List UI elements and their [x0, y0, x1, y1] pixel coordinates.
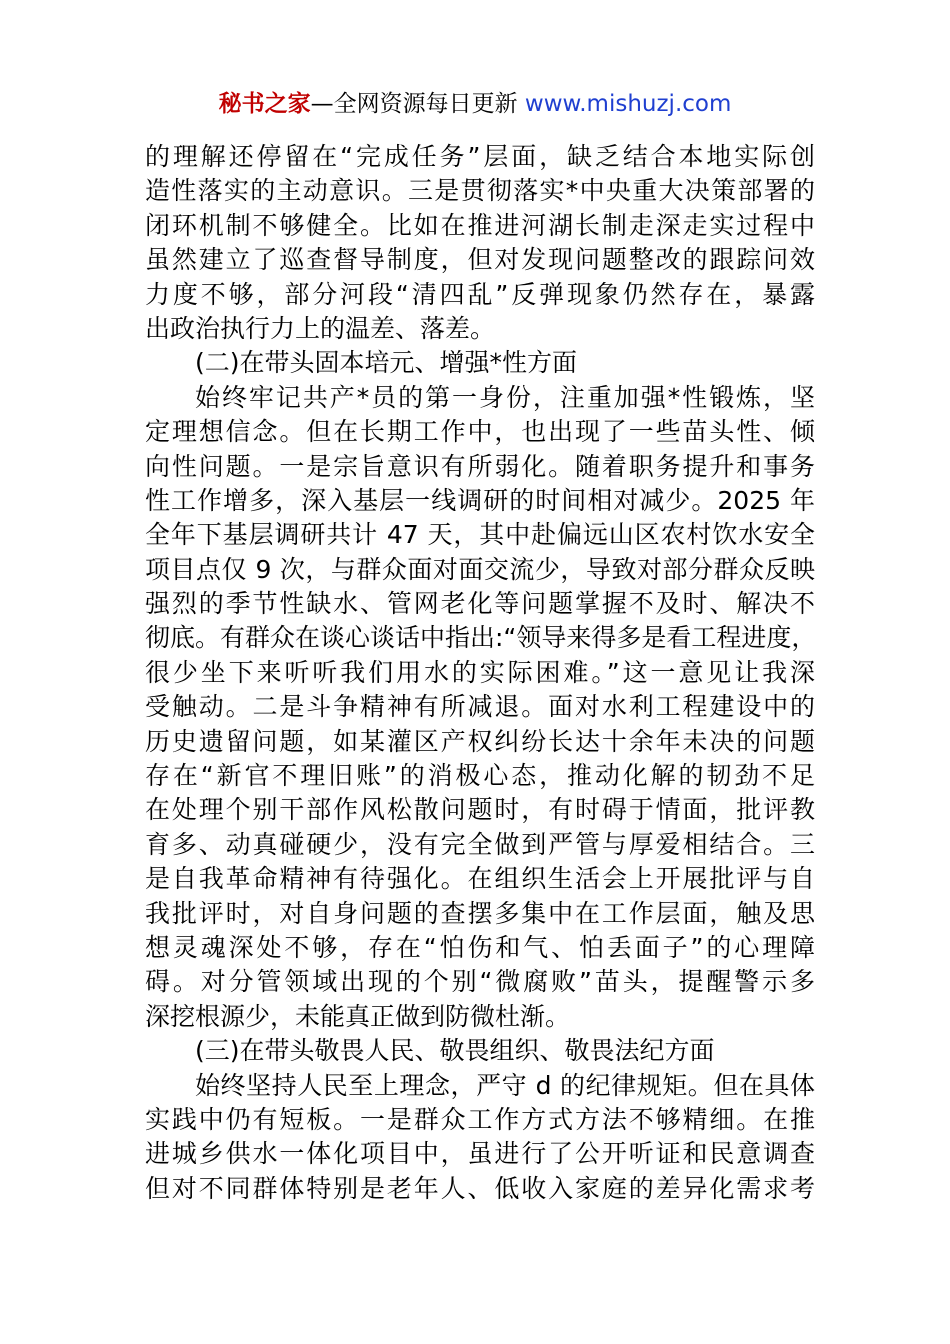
- text-line: 定理想信念。但在长期工作中，也出现了一些苗头性、倾: [145, 417, 815, 447]
- text-line: 造性落实的主动意识。三是贯彻落实*中央重大决策部署的: [145, 176, 815, 206]
- site-name: 秘书之家: [218, 91, 311, 117]
- section-heading: (三)在带头敬畏人民、敬畏组织、敬畏法纪方面: [195, 1036, 715, 1066]
- text-line: 全年下基层调研共计 47 天，其中赴偏远山区农村饮水安全: [145, 520, 815, 550]
- section-heading: (二)在带头固本培元、增强*性方面: [195, 348, 578, 378]
- text-line: 始终牢记共产*员的第一身份，注重加强*性锻炼，坚: [195, 382, 815, 412]
- text-line: 在处理个别干部作风松散问题时，有时碍于情面，批评教: [145, 795, 815, 825]
- text-line: 深挖根源少，未能真正做到防微杜渐。: [145, 1001, 571, 1031]
- text-line: 很少坐下来听听我们用水的实际困难。”这一意见让我深: [145, 657, 815, 687]
- site-header: [0, 88, 950, 120]
- text-line: 闭环机制不够健全。比如在推进河湖长制走深走实过程中: [145, 210, 815, 240]
- text-line: 始终坚持人民至上理念，严守 d 的纪律规矩。但在具体: [195, 1070, 815, 1100]
- text-line: 实践中仍有短板。一是群众工作方式方法不够精细。在推: [145, 1104, 815, 1134]
- text-line: 强烈的季节性缺水、管网老化等问题掌握不及时、解决不: [145, 589, 815, 619]
- text-line: 想灵魂深处不够，存在“怕伤和气、怕丢面子”的心理障: [145, 932, 815, 962]
- text-line: 是自我革命精神有待强化。在组织生活会上开展批评与自: [145, 864, 815, 894]
- text-line: 出政治执行力上的温差、落差。: [145, 313, 496, 343]
- text-line: 育多、动真碰硬少，没有完全做到严管与厚爱相结合。三: [145, 829, 815, 859]
- site-url-link[interactable]: www.mishuzj.com: [524, 91, 732, 117]
- text-line: 受触动。二是斗争精神有所减退。面对水利工程建设中的: [145, 692, 815, 722]
- text-line: 虽然建立了巡查督导制度，但对发现问题整改的跟踪问效: [145, 245, 815, 275]
- text-line: 存在“新官不理旧账”的消极心态，推动化解的韧劲不足: [145, 761, 815, 791]
- text-line: 性工作增多，深入基层一线调研的时间相对减少。2025 年: [145, 485, 815, 515]
- text-line: 碍。对分管领域出现的个别“微腐败”苗头，提醒警示多: [145, 967, 815, 997]
- text-line: 但对不同群体特别是老年人、低收入家庭的差异化需求考: [145, 1173, 815, 1203]
- text-line: 彻底。有群众在谈心谈话中指出:“领导来得多是看工程进度，: [145, 623, 817, 653]
- text-line: 向性问题。一是宗旨意识有所弱化。随着职务提升和事务: [145, 451, 815, 481]
- document-body: [145, 140, 815, 1206]
- text-line: 力度不够，部分河段“清四乱”反弹现象仍然存在，暴露: [145, 279, 815, 309]
- site-tagline: —全网资源每日更新: [310, 91, 525, 117]
- text-line: 的理解还停留在“完成任务”层面，缺乏结合本地实际创: [145, 142, 815, 171]
- text-line: 历史遗留问题，如某灌区产权纠纷长达十余年未决的问题: [145, 726, 815, 756]
- text-line: 进城乡供水一体化项目中，虽进行了公开听证和民意调查: [145, 1139, 815, 1169]
- text-line: 我批评时，对自身问题的查摆多集中在工作层面，触及思: [145, 898, 815, 928]
- text-line: 项目点仅 9 次，与群众面对面交流少，导致对部分群众反映: [145, 554, 815, 584]
